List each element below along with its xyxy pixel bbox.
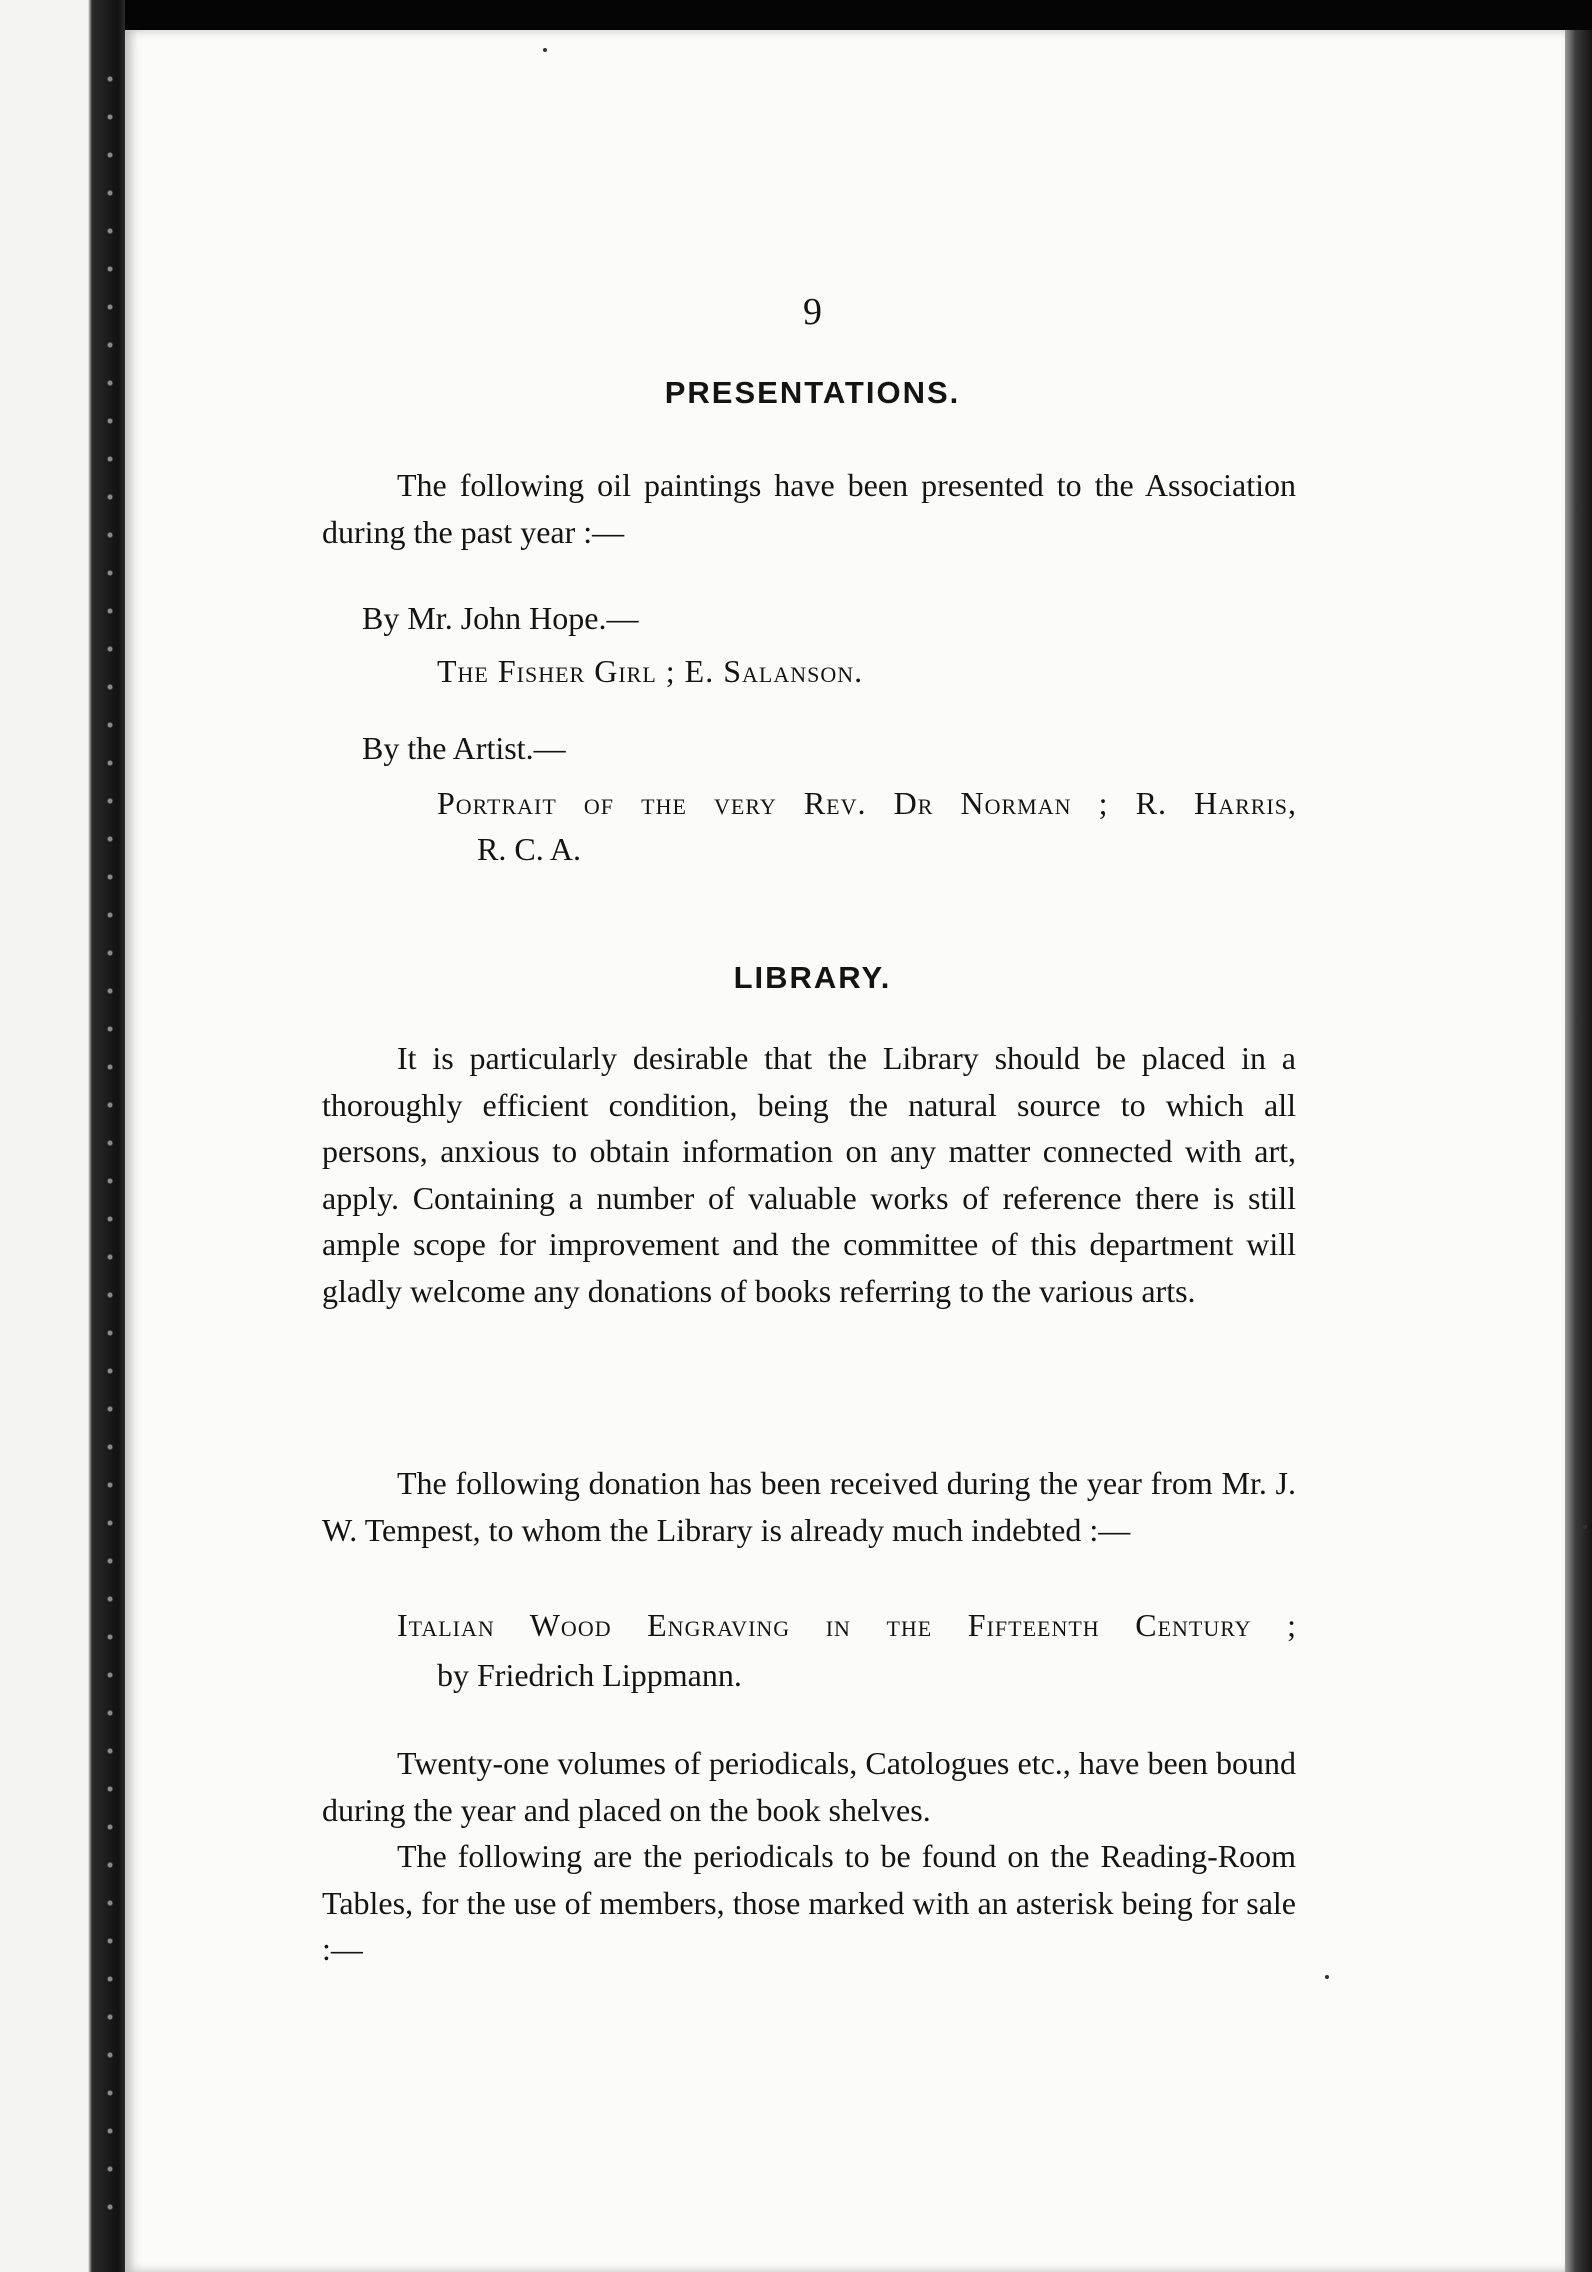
painting-portrait-norman-cont: R. C. A.: [477, 831, 582, 867]
library-paragraph-2: [322, 1460, 1296, 1553]
library-paragraph-1: [322, 1035, 1296, 1314]
book-italian-wood-engraving: Italian Wood Engraving in the Fifteenth Century ;: [397, 1607, 1297, 1643]
donor-artist: By the Artist.—: [362, 730, 566, 766]
painting-portrait-norman: Portrait of the very Rev. Dr Norman ; R. Harris,: [437, 785, 1297, 821]
book-author: by Friedrich Lippmann.: [437, 1657, 742, 1693]
scan-speck: [1325, 1975, 1329, 1979]
library-paragraph-4: [322, 1833, 1296, 1973]
page-right-edge: [1565, 30, 1592, 2272]
presentations-intro: [322, 462, 1296, 555]
library-paragraph-3: [322, 1740, 1296, 1833]
library-paragraph-3-text: Twenty-one volumes of periodicals, Catologues etc., have been bound during the year and placed on the book shelves.: [322, 1745, 1296, 1828]
presentations-intro-text: The following oil paintings have been presented to the Association during the past year :—: [322, 467, 1296, 550]
library-heading: LIBRARY.: [733, 960, 892, 995]
library-paragraph-1-text: It is particularly desirable that the Library should be placed in a thoroughly efficient condition, being the natural source to which all persons, anxious to obtain information on any matter connected with art, apply. Containing a number of valuable works of reference there is still ample scope for improvement and the committee of this department will gladly welcome any donations of books referring to the various arts.: [322, 1040, 1296, 1309]
scan-top-border: [0, 0, 1592, 30]
donor-john-hope: By Mr. John Hope.—: [362, 600, 639, 636]
library-paragraph-2-text: The following donation has been received during the year from Mr. J. W. Tempest, to whom the Library is already much indebted :—: [322, 1465, 1296, 1548]
library-paragraph-4-text: The following are the periodicals to be found on the Reading-Room Tables, for the use of members, those marked with an asterisk being for sale :—: [322, 1838, 1296, 1967]
page-number: 9: [803, 291, 822, 333]
painting-fisher-girl: The Fisher Girl ; E. Salanson.: [437, 653, 864, 689]
scan-speck: [1583, 1525, 1587, 1529]
presentations-heading: PRESENTATIONS.: [664, 375, 961, 410]
scan-speck: [543, 48, 547, 52]
book-binding: [0, 0, 125, 2272]
